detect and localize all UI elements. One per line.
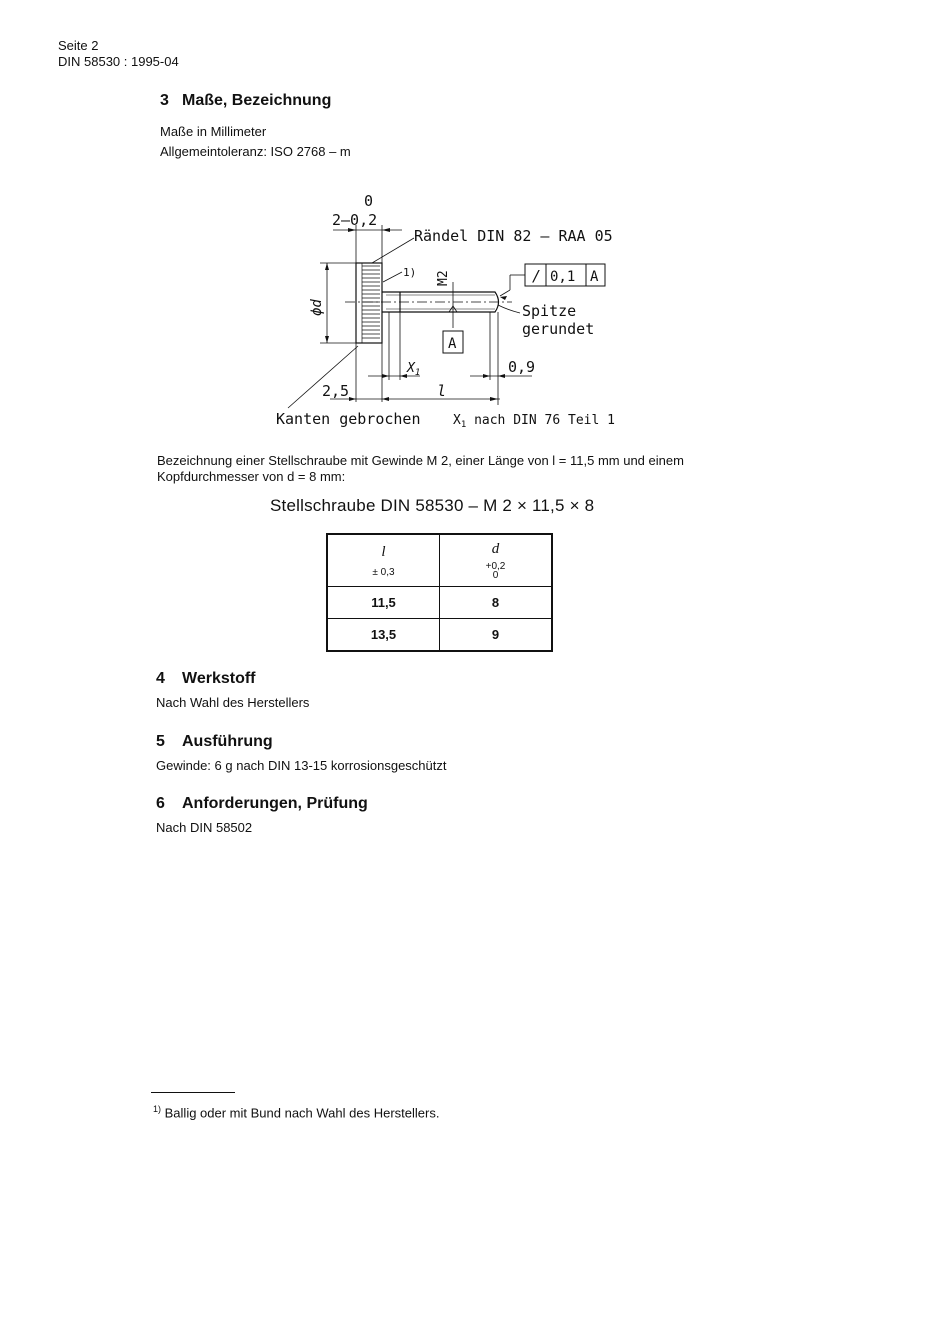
- tolerance-value: 0,1: [550, 269, 576, 285]
- table-row: [327, 619, 552, 652]
- section-4-body: Nach Wahl des Herstellers: [156, 695, 310, 710]
- general-tolerance-note: Allgemeintoleranz: ISO 2768 – m: [160, 144, 351, 159]
- section-5-body: Gewinde: 6 g nach DIN 13-15 korrosionsgeschützt: [156, 758, 447, 773]
- col1-symbol: l: [381, 543, 386, 560]
- section-4-title: Werkstoff: [182, 670, 256, 687]
- col2-symbol: d: [491, 540, 500, 557]
- diameter-label: ϕd: [309, 299, 325, 316]
- section-3-number: 3: [160, 92, 169, 109]
- tolerance-datum: A: [590, 269, 599, 285]
- footnote-divider: [151, 1092, 235, 1093]
- designation-example: Stellschraube DIN 58530 – M 2 × 11,5 × 8: [270, 496, 595, 515]
- tolerance-symbol: /: [532, 267, 542, 285]
- cell-d: 8: [440, 587, 553, 619]
- thread-label: M2: [436, 270, 451, 286]
- length-dim-label: l: [437, 382, 447, 400]
- section-5-title: Ausführung: [182, 733, 273, 750]
- header-cell-l: [327, 534, 440, 587]
- edges-label: Kanten gebrochen: [276, 410, 421, 428]
- designation-intro-line-2: Kopfdurchmesser von d = 8 mm:: [157, 469, 346, 484]
- knurl-hatch: [362, 263, 380, 343]
- section-6-body: Nach DIN 58502: [156, 820, 253, 835]
- screw-head: [356, 263, 382, 343]
- footnote-ref-drawing: 1): [403, 266, 417, 279]
- knurl-label: Rändel DIN 82 – RAA 05: [414, 227, 613, 245]
- x1-dim-label: $X_1$: [407, 361, 421, 378]
- section-6-number: 6: [156, 795, 165, 812]
- units-note: Maße in Millimeter: [160, 124, 267, 139]
- section-4-heading: [156, 670, 256, 688]
- dimension-table: [326, 533, 553, 652]
- section-5-number: 5: [156, 733, 165, 750]
- section-6-heading: [156, 795, 368, 813]
- designation-intro-line-1: Bezeichnung einer Stellschraube mit Gewinde M 2, einer Länge von l = 11,5 mm und einem: [157, 453, 684, 468]
- dim-top-value: 2–0,2: [332, 211, 378, 229]
- section-3-title: Maße, Bezeichnung: [182, 92, 332, 109]
- page-number: Seite 2: [58, 38, 99, 53]
- col2-tol-upper: +0,2: [485, 560, 506, 572]
- col2-tol-lower: 0: [492, 569, 499, 581]
- footnote-marker: 1): [153, 1104, 162, 1114]
- section-6-title: Anforderungen, Prüfung: [182, 795, 368, 812]
- screw-drawing: [0, 0, 950, 440]
- header-cell-d: [440, 534, 553, 587]
- x1-note: $X_1$ nach DIN 76 Teil 1: [453, 413, 615, 430]
- table-header-row: [327, 534, 552, 587]
- dim-25-label: 2,5: [322, 382, 350, 400]
- col2-tolerance: [486, 562, 506, 580]
- datum-box-label: A: [448, 336, 457, 352]
- table-row: [327, 587, 552, 619]
- footnote: [153, 1101, 439, 1121]
- cell-d: 9: [440, 619, 553, 652]
- dim-top-zero: 0: [364, 192, 374, 210]
- footnote-text: Ballig oder mit Bund nach Wahl des Herstellers.: [164, 1105, 440, 1121]
- tip-label-1: Spitze: [522, 302, 577, 320]
- standard-reference: DIN 58530 : 1995-04: [58, 54, 179, 69]
- section-4-number: 4: [156, 670, 165, 687]
- col1-tolerance: ± 0,3: [372, 566, 395, 578]
- dim-09-label: 0,9: [508, 358, 536, 376]
- tip-label-2: gerundet: [522, 320, 595, 338]
- section-5-heading: [156, 733, 273, 751]
- cell-l: 11,5: [327, 587, 440, 619]
- cell-l: 13,5: [327, 619, 440, 652]
